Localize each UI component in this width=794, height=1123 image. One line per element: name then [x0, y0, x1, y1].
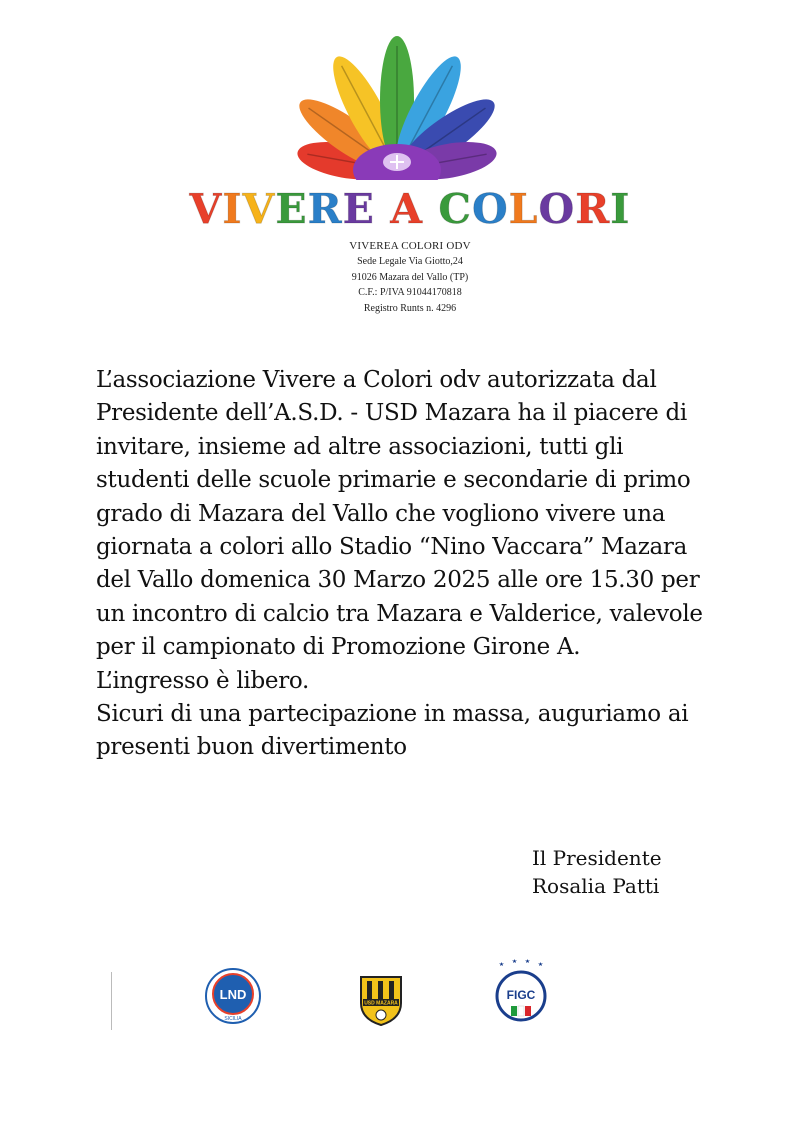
- signature-block: [532, 844, 662, 900]
- wordmark-letter: V: [242, 185, 276, 233]
- wordmark-letter: R: [575, 185, 611, 233]
- divider-line: [111, 972, 112, 1030]
- wordmark-letter: O: [471, 185, 509, 233]
- wordmark-letter: I: [222, 185, 243, 233]
- wordmark-letter: O: [538, 185, 576, 233]
- wordmark-letter: E: [342, 185, 375, 233]
- lnd-label: LND: [219, 987, 247, 1002]
- wordmark-letter: L: [508, 185, 539, 233]
- invitation-paragraph: L’associazione Vivere a Colori odv autorizzata dal Presidente dell’A.S.D. - USD Mazara ha il piacere di invitare, insieme ad altre associazioni, tutti gli studenti delle scuole primarie e secondarie di primo grado di Mazara del Vallo che vogliono vivere una giornata a colori allo Stadio “Nino Vaccara” Mazara del Vallo domenica 30 Marzo 2025 alle ore 15.30 per un incontro di calcio tra Mazara e Valderice, valevole per il campionato di Promozione Girone A.: [96, 367, 703, 661]
- vivere-a-colori-flower-logo: [240, 20, 554, 185]
- usd-mazara-crest-icon: [357, 973, 405, 1027]
- figc-label: FIGC: [506, 988, 536, 1002]
- address-line-1: Sede Legale Via Giotto,24: [357, 256, 463, 267]
- usd-label: USD MAZARA: [364, 1000, 398, 1007]
- wordmark-letter: C: [438, 185, 472, 233]
- invitation-body: [96, 364, 706, 765]
- wordmark-letter: A: [390, 185, 424, 233]
- signature-title: Il Presidente: [532, 846, 662, 870]
- lnd-sub-label: SICILIA: [224, 1016, 242, 1022]
- signature-name: Rosalia Patti: [532, 874, 660, 898]
- lnd-logo-icon: [205, 968, 261, 1024]
- closing-paragraph: Sicuri di una partecipazione in massa, auguriamo ai presenti buon divertimento: [96, 701, 689, 761]
- figc-logo-icon: [492, 956, 550, 1026]
- registry-number: Registro Runts n. 4296: [363, 302, 457, 314]
- organization-name: VIVEREA COLORI ODV: [349, 240, 471, 252]
- entry-free-paragraph: L’ingresso è libero.: [96, 667, 310, 694]
- wordmark-letter: [423, 186, 438, 232]
- address-line-2: 91026 Mazara del Vallo (TP): [351, 271, 469, 283]
- organization-header: [250, 238, 570, 316]
- wordmark-letter: R: [307, 185, 343, 233]
- tax-id: C.F.: P/IVA 91044170818: [358, 287, 462, 298]
- wordmark-letter: V: [189, 185, 223, 233]
- vivere-a-colori-wordmark: [140, 186, 680, 232]
- wordmark-letter: [375, 186, 390, 232]
- wordmark-letter: E: [275, 185, 308, 233]
- wordmark-letter: I: [610, 185, 631, 233]
